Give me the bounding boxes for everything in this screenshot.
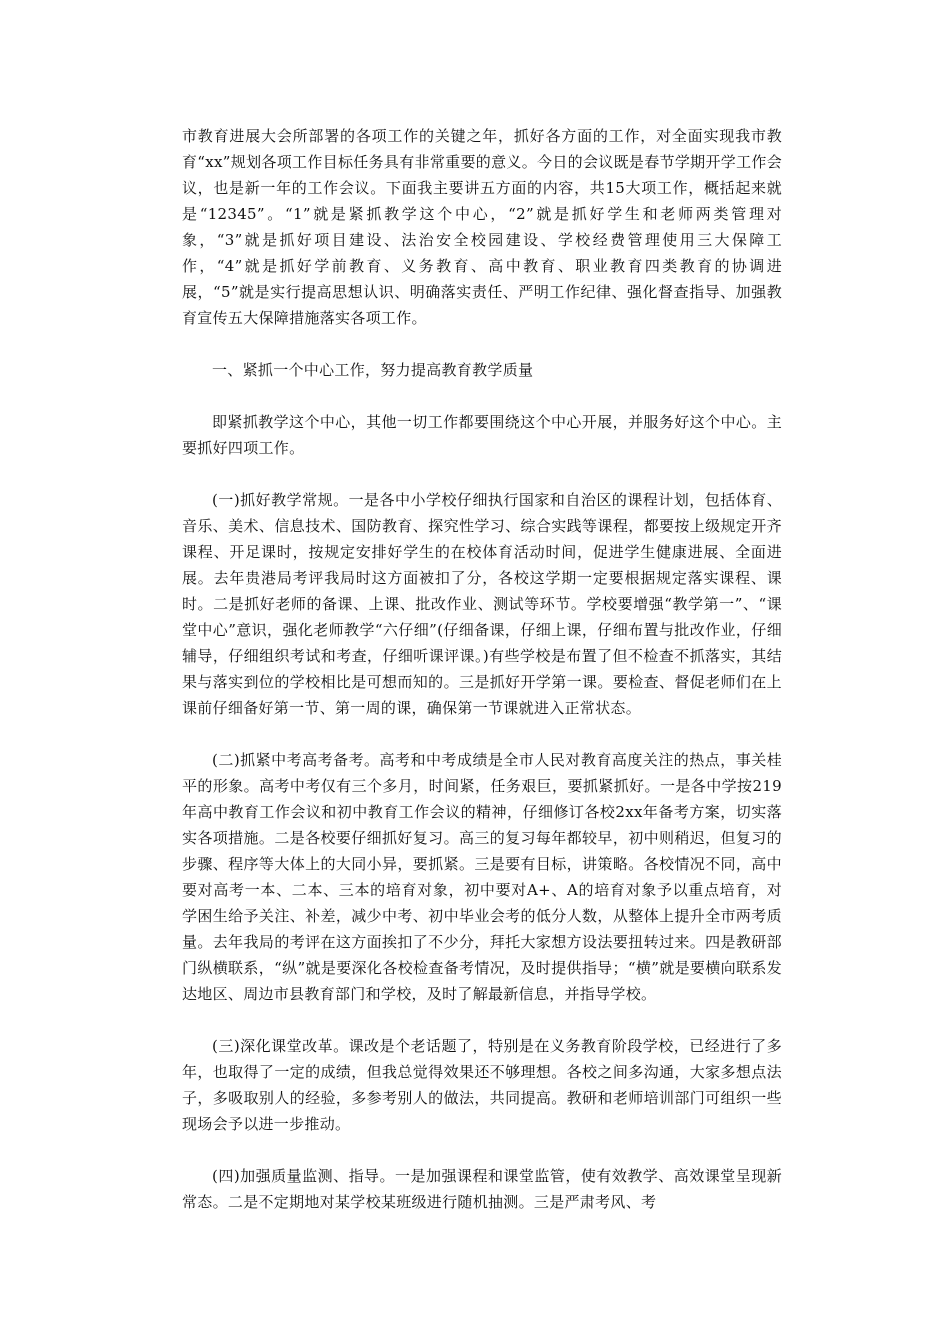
paragraph-item-3: (三)深化课堂改革。课改是个老话题了，特别是在义务教育阶段学校，已经进行了多年，也取得了一定的成绩，但我总觉得效果还不够理想。各校之间多沟通，大家多想点法子，多吸取别人的经验，多参考别人的做法，共同提高。教研和老师培训部门可组织一些现场会予以进一步推动。 bbox=[182, 1037, 782, 1133]
section-heading-1: 一、紧抓一个中心工作，努力提高教育教学质量 bbox=[212, 361, 534, 379]
paragraph-item-1: (一)抓好教学常规。一是各中小学校仔细执行国家和自治区的课程计划，包括体育、音乐、美术、信息技术、国防教育、探究性学习、综合实践等课程，都要按上级规定开齐课程、开足课时，按规定安排好学生的在校体育活动时间，促进学生健康进展、全面进展。去年贵港局考评我局时这方面被扣了分，各校这学期一定要根据规定落实课程、课时。二是抓好老师的备课、上课、批改作业、测试等环节。学校要增强“教学第一”、“课堂中心”意识，强化老师教学“六仔细”(仔细备课，仔细上课，仔细布置与批改作业，仔细辅导，仔细组织考试和考查，仔细听课评课。)有些学校是布置了但不检查不抓落实，其结果与落实到位的学校相比是可想而知的。三是抓好开学第一课。要检查、督促老师们在上课前仔细备好第一节、第一周的课，确保第一节课就进入正常状态。 bbox=[182, 491, 782, 717]
paragraph-item-4: (四)加强质量监测、指导。一是加强课程和课堂监管，使有效教学、高效课堂呈现新常态。二是不定期地对某学校某班级进行随机抽测。三是严肃考风、考 bbox=[182, 1167, 782, 1211]
paragraph-item-2: (二)抓紧中考高考备考。高考和中考成绩是全市人民对教育高度关注的热点，事关桂平的形象。高考中考仅有三个多月，时间紧，任务艰巨，要抓紧抓好。一是各中学按219年高中教育工作会议和初中教育工作会议的精神，仔细修订各校2xx年备考方案，切实落实各项措施。二是各校要仔细抓好复习。高三的复习每年都较早，初中则稍迟，但复习的步骤、程序等大体上的大同小异，要抓紧。三是要有目标，讲策略。各校情况不同，高中要对高考一本、二本、三本的培育对象，初中要对A+、A的培育对象予以重点培育，对学困生给予关注、补差，减少中考、初中毕业会考的低分人数，从整体上提升全市两考质量。去年我局的考评在这方面挨扣了不少分，拜托大家想方设法要扭转过来。四是教研部门纵横联系，“纵”就是要深化各校检查备考情况，及时提供指导；“横”就是要横向联系发达地区、周边市县教育部门和学校，及时了解最新信息，并指导学校。 bbox=[182, 751, 782, 1003]
paragraph-section-summary: 即紧抓教学这个中心，其他一切工作都要围绕这个中心开展，并服务好这个中心。主要抓好四项工作。 bbox=[182, 413, 782, 457]
paragraph-intro: 市教育进展大会所部署的各项工作的关键之年，抓好各方面的工作，对全面实现我市教育“xx”规划各项工作目标任务具有非常重要的意义。今日的会议既是春节学期开学工作会议，也是新一年的工作会议。下面我主要讲五方面的内容，共15大项工作，概括起来就是“12345”。“1”就是紧抓教学这个中心，“2”就是抓好学生和老师两类管理对象，“3”就是抓好项目建设、法治安全校园建设、学校经费管理使用三大保障工作，“4”就是抓好学前教育、义务教育、高中教育、职业教育四类教育的协调进展，“5”就是实行提高思想认识、明确落实责任、严明工作纪律、强化督查指导、加强教育宣传五大保障措施落实各项工作。 bbox=[182, 127, 782, 327]
document-body bbox=[182, 123, 782, 1215]
